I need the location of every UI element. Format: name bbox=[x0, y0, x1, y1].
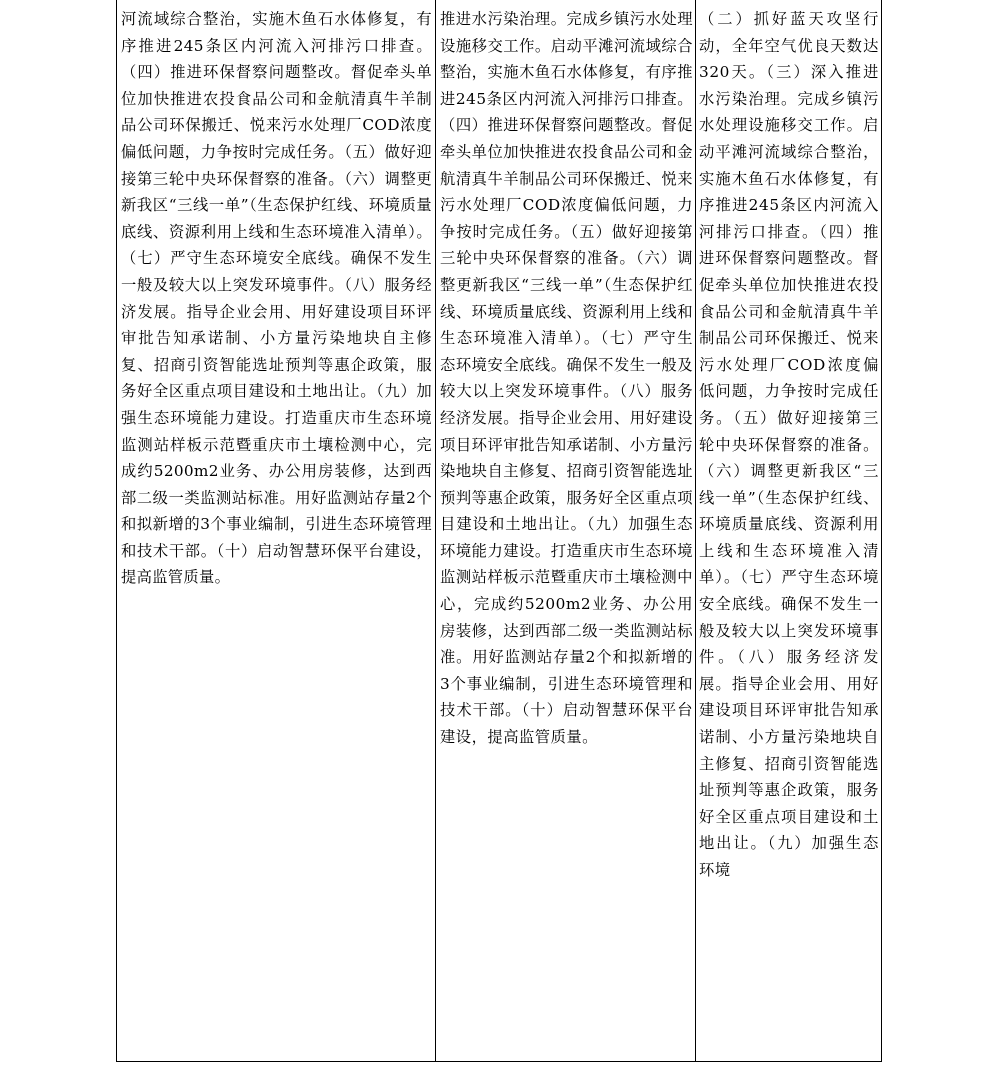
cell-text-column-2: 推进水污染治理。完成乡镇污水处理设施移交工作。启动平滩河流域综合整治，实施木鱼石水体修复，有序推进245条区内河流入河排污口排查。（四）推进环保督察问题整改。督促牵头单位加快推进农投食品公司和金航清真牛羊制品公司环保搬迁、悦来污水处理厂COD浓度偏低问题，力争按时完成任务。（五）做好迎接第三轮中央环保督察的准备。（六）调整更新我区“三线一单”（生态保护红线、环境质量底线、资源利用上线和生态环境准入清单）。（七）严守生态环境安全底线。确保不发生一般及较大以上突发环境事件。（八）服务经济发展。指导企业会用、用好建设项目环评审批告知承诺制、小方量污染地块自主修复、招商引资智能选址预判等惠企政策，服务好全区重点项目建设和土地出让。（九）加强生态环境能力建设。打造重庆市生态环境监测站样板示范暨重庆市土壤检测中心，完成约5200m2业务、办公用房装修，达到西部二级一类监测站标准。用好监测站存量2个和拟新增的3个事业编制，引进生态环境管理和技术干部。（十）启动智慧环保平台建设，提高监管质量。 bbox=[440, 10, 693, 747]
cell-text-column-1: 河流域综合整治，实施木鱼石水体修复，有序推进245条区内河流入河排污口排查。（四）推进环保督察问题整改。督促牵头单位加快推进农投食品公司和金航清真牛羊制品公司环保搬迁、悦来污水处理厂COD浓度偏低问题，力争按时完成任务。（五）做好迎接第三轮中央环保督察的准备。（六）调整更新我区“三线一单”（生态保护红线、环境质量底线、资源利用上线和生态环境准入清单）。（七）严守生态环境安全底线。确保不发生一般及较大以上突发环境事件。（八）服务经济发展。指导企业会用、用好建设项目环评审批告知承诺制、小方量污染地块自主修复、招商引资智能选址预判等惠企政策，服务好全区重点项目建设和土地出让。（九）加强生态环境能力建设。打造重庆市生态环境监测站样板示范暨重庆市土壤检测中心，完成约5200m2业务、办公用房装修，达到西部二级一类监测站标准。用好监测站存量2个和拟新增的3个事业编制，引进生态环境管理和技术干部。（十）启动智慧环保平台建设，提高监管质量。 bbox=[121, 10, 432, 587]
cell-text-column-3: （二）抓好蓝天攻坚行动，全年空气优良天数达320天。（三）深入推进水污染治理。完成乡镇污水处理设施移交工作。启动平滩河流域综合整治，实施木鱼石水体修复，有序推进245条区内河流入河排污口排查。（四）推进环保督察问题整改。督促牵头单位加快推进农投食品公司和金航清真牛羊制品公司环保搬迁、悦来污水处理厂COD浓度偏低问题，力争按时完成任务。（五）做好迎接第三轮中央环保督察的准备。（六）调整更新我区“三线一单”（生态保护红线、环境质量底线、资源利用上线和生态环境准入清单）。（七）严守生态环境安全底线。确保不发生一般及较大以上突发环境事件。（八）服务经济发展。指导企业会用、用好建设项目环评审批告知承诺制、小方量污染地块自主修复、招商引资智能选址预判等惠企政策，服务好全区重点项目建设和土地出让。（九）加强生态环境 bbox=[699, 10, 879, 879]
table-cell-column-1 bbox=[117, 0, 436, 1061]
table-cell-column-2 bbox=[436, 0, 696, 1061]
document-table bbox=[116, 0, 882, 1062]
table-cell-column-3 bbox=[696, 0, 881, 1061]
